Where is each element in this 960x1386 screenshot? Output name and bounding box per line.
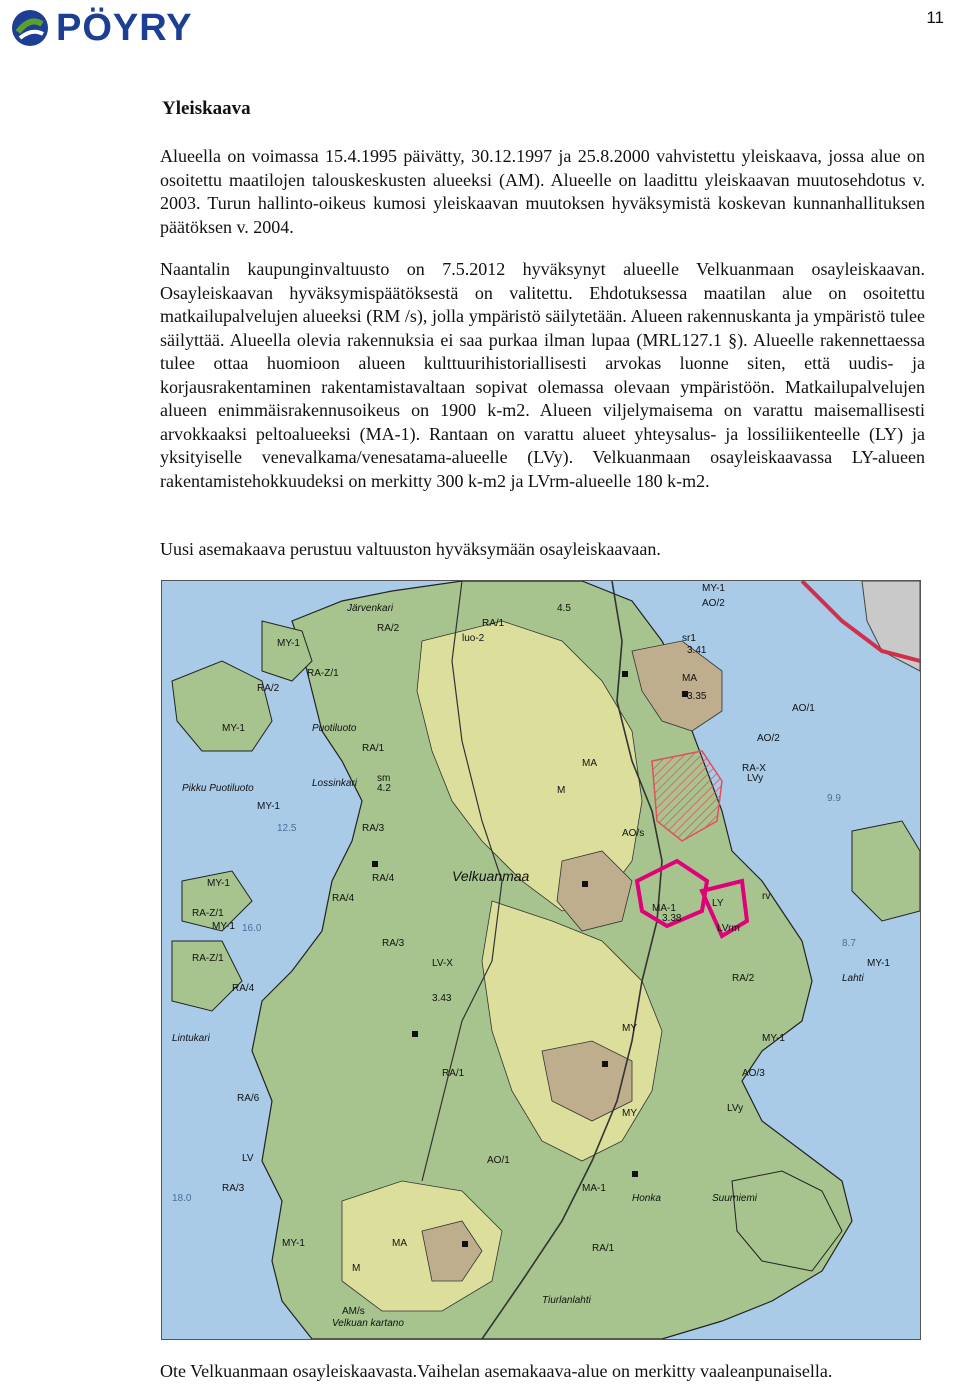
- label-ra2-a: RA/2: [257, 683, 280, 694]
- label-4-5: 4.5: [557, 603, 571, 614]
- label-ra1-c: RA/1: [442, 1068, 465, 1079]
- label-my1-g: MY-1: [762, 1033, 785, 1044]
- logo-text: PÖYRY: [56, 7, 193, 49]
- label-3-43: 3.43: [432, 993, 452, 1004]
- label-velkuan-kartano: Velkuan kartano: [332, 1318, 404, 1329]
- label-ma1-b: MA-1: [582, 1183, 606, 1194]
- label-ra2-c: RA/2: [732, 973, 755, 984]
- label-my-a: MY: [622, 1023, 637, 1034]
- label-ma-a: MA: [582, 758, 597, 769]
- label-ao1-b: AO/1: [487, 1155, 510, 1166]
- label-lossinkari: Lossinkari: [312, 778, 358, 789]
- label-jarvenkari: Järvenkari: [347, 603, 394, 614]
- label-3-35: 3.35: [687, 691, 707, 702]
- label-lvy-a: LVy: [747, 773, 764, 784]
- label-puotiluoto: Puotiluoto: [312, 723, 357, 734]
- label-my1-i: MY-1: [702, 583, 725, 594]
- label-ra3-a: RA/3: [362, 823, 385, 834]
- label-ra1-a: RA/1: [482, 618, 505, 629]
- label-raz1-c: RA-Z/1: [192, 953, 224, 964]
- label-my1-f: MY-1: [867, 958, 890, 969]
- label-pikku-puotiluoto: Pikku Puotiluoto: [182, 783, 254, 794]
- paragraph-component-master-plan: Naantalin kaupunginvaltuusto on 7.5.2012 hyväksynyt alueelle Velkuanmaan osayleiskaavan. Osayleiskaavan hyväksymispäätöksestä on valitettu. Ehdotuksessa maatilan alue on osoitettu matkailupalvelujen alueeksi (RM /s), jolla ympäristö säilytetään. Alueen rakennuskanta ja ympäristö tulee säilyttää. Alueella olevia rakennuksia ei saa purkaa ilman lupaa (MRL127.1 §). Alueelle rakennettaessa tulee ottaa huomioon alueen kulttuurihistoriallisesti arvokas luonne siten, että uudis- ja korjausrakentaminen rakentamistavaltaan sopivat olemassa olevaan ympäristöön. Matkailupalvelujen alueen enimmäisrakennusoikeus on 1900 k-m2. Alueen viljelymaisema on varattu maisemallisesti arvokkaaksi peltoalueeksi (MA-1). Rantaan on varattu alueet yhteysalus- ja lossiliikenteelle (LY) ja yksityiselle venevalkama/venesatama-alueelle (LVy). Velkuanmaan osayleiskaavassa LY-alueen rakentamistehokkuudeksi on merkitty 300 k-m2 ja LVrm-alueelle 180 k-m2.: [160, 259, 925, 491]
- map-svg: [162, 581, 920, 1339]
- label-am-s: AM/s: [342, 1306, 365, 1317]
- label-ra4-b: RA/4: [332, 893, 355, 904]
- label-3-41: 3.41: [687, 645, 707, 656]
- label-depth-16-0: 16.0: [242, 923, 262, 934]
- label-m-a: M: [557, 785, 566, 796]
- label-depth-18-0: 18.0: [172, 1193, 192, 1204]
- label-my1-b: MY-1: [222, 723, 245, 734]
- label-lv-x: LV-X: [432, 958, 453, 969]
- label-ao2-b: AO/2: [757, 733, 780, 744]
- poyry-logo: [10, 6, 193, 50]
- label-sm: sm: [377, 773, 391, 784]
- paragraph-new-detailed-plan: Uusi asemakaava perustuu valtuuston hyväksymään osayleiskaavaan.: [160, 539, 661, 559]
- label-rv: rv: [762, 891, 771, 902]
- label-ra1-b: RA/1: [362, 743, 385, 754]
- label-m-b: M: [352, 1263, 361, 1274]
- label-my1-e: MY-1: [212, 921, 235, 932]
- label-lv: LV: [242, 1153, 254, 1164]
- label-ra6: RA/6: [237, 1093, 260, 1104]
- label-ma1-a: MA-1: [652, 903, 676, 914]
- label-3-38: 3.38: [662, 913, 682, 924]
- label-lahti: Lahti: [842, 973, 864, 984]
- label-ra4-a: RA/4: [372, 873, 395, 884]
- label-ao3: AO/3: [742, 1068, 765, 1079]
- label-ra1-d: RA/1: [592, 1243, 615, 1254]
- paragraph-general-plan: Alueella on voimassa 15.4.1995 päivätty, 30.12.1997 ja 25.8.2000 vahvistettu yleiskaava, jossa alue on osoitettu maatilojen talouskeskusten alueeksi (AM). Alueelle on laadittu yleiskaavan muutosehdotus v. 2003. Turun hallinto-oikeus kumosi yleiskaavan muutoksen hyväksymistä koskevan kunnanhallituksen päätöksen v. 2004.: [160, 146, 925, 237]
- label-my1-d: MY-1: [207, 878, 230, 889]
- map-caption: Ote Velkuanmaan osayleiskaavasta.Vaihelan asemakaava-alue on merkitty vaaleanpunaisella.: [160, 1361, 833, 1381]
- label-tiurlanlahti: Tiurlanlahti: [542, 1295, 591, 1306]
- label-ra3-c: RA/3: [222, 1183, 245, 1194]
- label-ra-x: RA-X: [742, 763, 766, 774]
- section-title: Yleiskaava: [162, 98, 251, 119]
- label-lvy-b: LVy: [727, 1103, 744, 1114]
- label-ra2-b: RA/2: [377, 623, 400, 634]
- label-ao2-a: AO/2: [702, 598, 725, 609]
- label-my1-c: MY-1: [257, 801, 280, 812]
- label-ma-b: MA: [682, 673, 697, 684]
- label-honka: Honka: [632, 1193, 661, 1204]
- label-ra3-b: RA/3: [382, 938, 405, 949]
- label-raz1-a: RA-Z/1: [307, 668, 339, 679]
- poyry-logo-icon: [10, 8, 50, 48]
- label-luo-2: luo-2: [462, 633, 485, 644]
- label-lintukari: Lintukari: [172, 1033, 210, 1044]
- label-velkuanmaa: Velkuanmaa: [452, 868, 530, 884]
- label-ao1-a: AO/1: [792, 703, 815, 714]
- master-plan-map: [161, 580, 921, 1340]
- label-raz1-b: RA-Z/1: [192, 908, 224, 919]
- label-my1-h: MY-1: [282, 1238, 305, 1249]
- label-ma-c: MA: [392, 1238, 407, 1249]
- label-ly: LY: [712, 898, 724, 909]
- label-depth-12-5: 12.5: [277, 823, 297, 834]
- label-my-b: MY: [622, 1108, 637, 1119]
- label-sr1: sr1: [682, 633, 696, 644]
- label-depth-8-7: 8.7: [842, 938, 856, 949]
- label-depth-9-9: 9.9: [827, 793, 841, 804]
- label-ao-s: AO/s: [622, 828, 645, 839]
- label-suurniemi: Suurniemi: [712, 1193, 758, 1204]
- label-lvrm: LVrm: [717, 923, 740, 934]
- label-ra4-c: RA/4: [232, 983, 255, 994]
- label-4-2: 4.2: [377, 783, 391, 794]
- label-my1-a: MY-1: [277, 638, 300, 649]
- page-number: 11: [926, 8, 944, 27]
